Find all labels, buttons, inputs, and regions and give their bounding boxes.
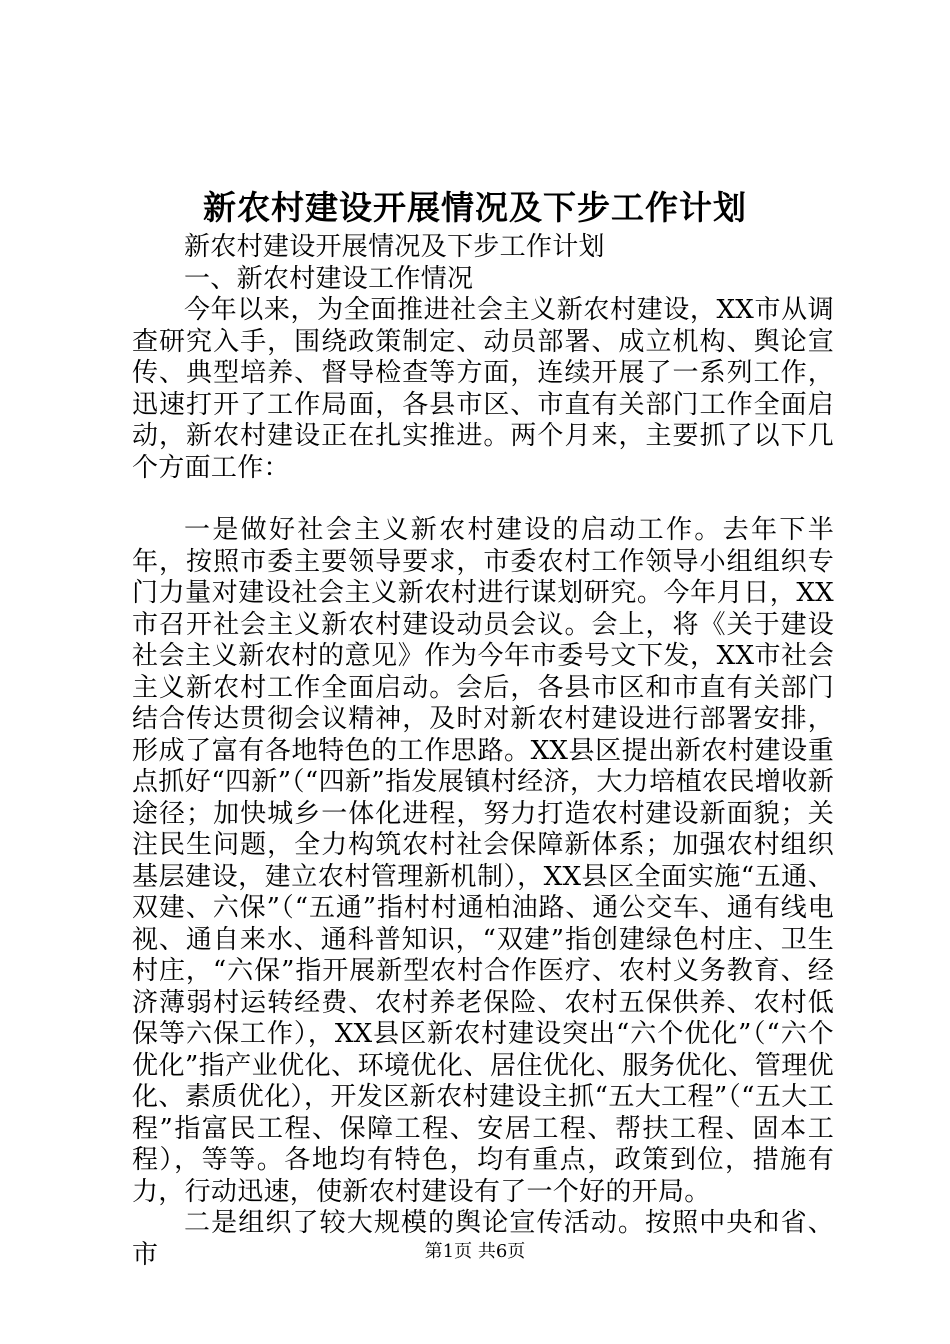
document-body (132, 232, 834, 1271)
document-title: 新农村建设开展情况及下步工作计划 (203, 188, 747, 227)
paragraph-item-one: 一是做好社会主义新农村建设的启动工作。去年下半年，按照市委主要领导要求，市委农村工作领导小组组织专门力量对建设社会主义新农村进行谋划研究。今年月日，XX市召开社会主义新农村建设动员会议。会上，将《关于建设社会主义新农村的意见》作为今年市委号文下发，XX市社会主义新农村工作全面启动。会后，各县市区和市直有关部门结合传达贯彻会议精神，及时对新农村建设进行部署安排，形成了富有各地特色的工作思路。XX县区提出新农村建设重点抓好“四新”（“四新”指发展镇村经济，大力培植农民增收新途径；加快城乡一体化进程，努力打造农村建设新面貌；关注民生问题，全力构筑农村社会保障新体系；加强农村组织基层建设，建立农村管理新机制），XX县区全面实施“五通、双建、六保”（“五通”指村村通柏油路、通公交车、通有线电视、通自来水、通科普知识，“双建”指创建绿色村庄、卫生村庄，“六保”指开展新型农村合作医疗、农村义务教育、经济薄弱村运转经费、农村养老保险、农村五保供养、农村低保等六保工作），XX县区新农村建设突出“六个优化”（“六个优化”指产业优化、环境优化、居住优化、服务优化、管理优化、素质优化），开发区新农村建设主抓“五大工程”（“五大工程”指富民工程、保障工程、安居工程、帮扶工程、固本工程），等等。各地均有特色，均有重点，政策到位，措施有力，行动迅速，使新农村建设有了一个好的开局。 (132, 515, 834, 1207)
paragraph-intro: 今年以来，为全面推进社会主义新农村建设，XX市从调查研究入手，围绕政策制定、动员部署、成立机构、舆论宣传、典型培养、督导检查等方面，连续开展了一系列工作，迅速打开了工作局面，各县市区、市直有关部门工作全面启动，新农村建设正在扎实推进。两个月来，主要抓了以下几个方面工作： (132, 295, 834, 483)
paragraph-section-heading: 一、新农村建设工作情况 (184, 263, 474, 294)
paragraph-subtitle: 新农村建设开展情况及下步工作计划 (184, 232, 605, 262)
page-footer: 第1页 共6页 (424, 1241, 526, 1262)
paragraph-item-two: 二是组织了较大规模的舆论宣传活动。按照中央和省、市 (132, 1208, 834, 1270)
